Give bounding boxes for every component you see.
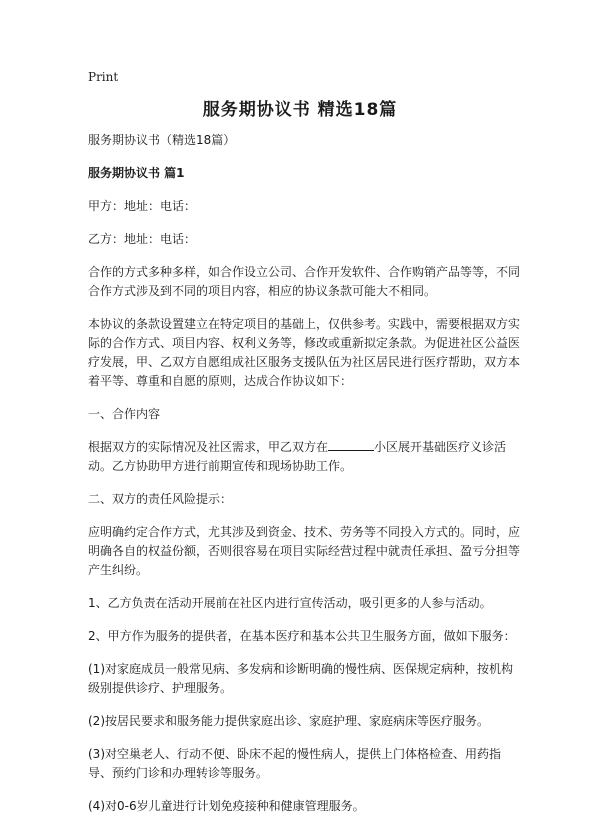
page-title: 服务期协议书 精选18篇 — [202, 100, 398, 120]
intro-paragraph: 合作的方式多种多样，如合作设立公司、合作开发软件、合作购销产品等等，不同合作方式涉及到不同的项目内容，相应的协议条款可能大不相同。 — [88, 265, 521, 298]
party-b-line: 乙方：地址：电话： — [88, 232, 197, 246]
sub-item-2: (2)按居民要求和服务能力提供家庭出诊、家庭护理、家庭病床等医疗服务。 — [88, 714, 490, 728]
risk-paragraph: 应明确约定合作方式，尤其涉及到资金、技术、劳务等不同投入方式的。同时，应明确各自的权益份额，否则很容易在项目实际经营过程中就责任承担、盈亏分担等产生纠纷。 — [88, 525, 521, 577]
section-one-heading: 一、合作内容 — [88, 407, 161, 421]
document-body — [88, 131, 520, 830]
sub-item-4: (4)对0-6岁儿童进行计划免疫接种和健康管理服务。 — [88, 799, 365, 813]
subtitle: 服务期协议书（精选18篇） — [88, 133, 236, 147]
content-text-part2: 小区展开基础医疗义诊活动。乙方协助甲方进行前期宣传和现场协助工作。 — [88, 440, 507, 473]
section-two-heading: 二、双方的责任风险提示： — [88, 492, 233, 506]
blank-underline — [328, 438, 374, 451]
item-1: 1、乙方负责在活动开展前在社区内进行宣传活动，吸引更多的人参与活动。 — [88, 596, 492, 610]
content-text-part1: 根据双方的实际情况及社区需求，甲乙双方在 — [88, 440, 329, 454]
sub-item-1: (1)对家庭成员一般常见病、多发病和诊断明确的慢性病、医保规定病种，按机构级别提供诊疗、护理服务。 — [88, 662, 514, 695]
item-2: 2、甲方作为服务的提供者，在基本医疗和基本公共卫生服务方面，做如下服务： — [88, 629, 516, 643]
section-heading: 服务期协议书 篇1 — [88, 166, 185, 180]
print-label[interactable]: Print — [88, 70, 119, 84]
basis-paragraph: 本协议的条款设置建立在特定项目的基础上，仅供参考。实践中，需要根据双方实际的合作方式、项目内容、权利义务等，修改或重新拟定条款。为促进社区公益医疗发展，甲、乙双方自愿组成社区服务支援队伍为社区居民进行医疗帮助，双方本着平等、尊重和自愿的原则，达成合作协议如下： — [88, 317, 521, 388]
party-a-line: 甲方：地址：电话： — [88, 199, 197, 213]
cooperation-content-paragraph — [88, 438, 520, 476]
sub-item-3: (3)对空巢老人、行动不便、卧床不起的慢性病人，提供上门体格检查、用药指导、预约门诊和办理转诊等服务。 — [88, 747, 502, 780]
